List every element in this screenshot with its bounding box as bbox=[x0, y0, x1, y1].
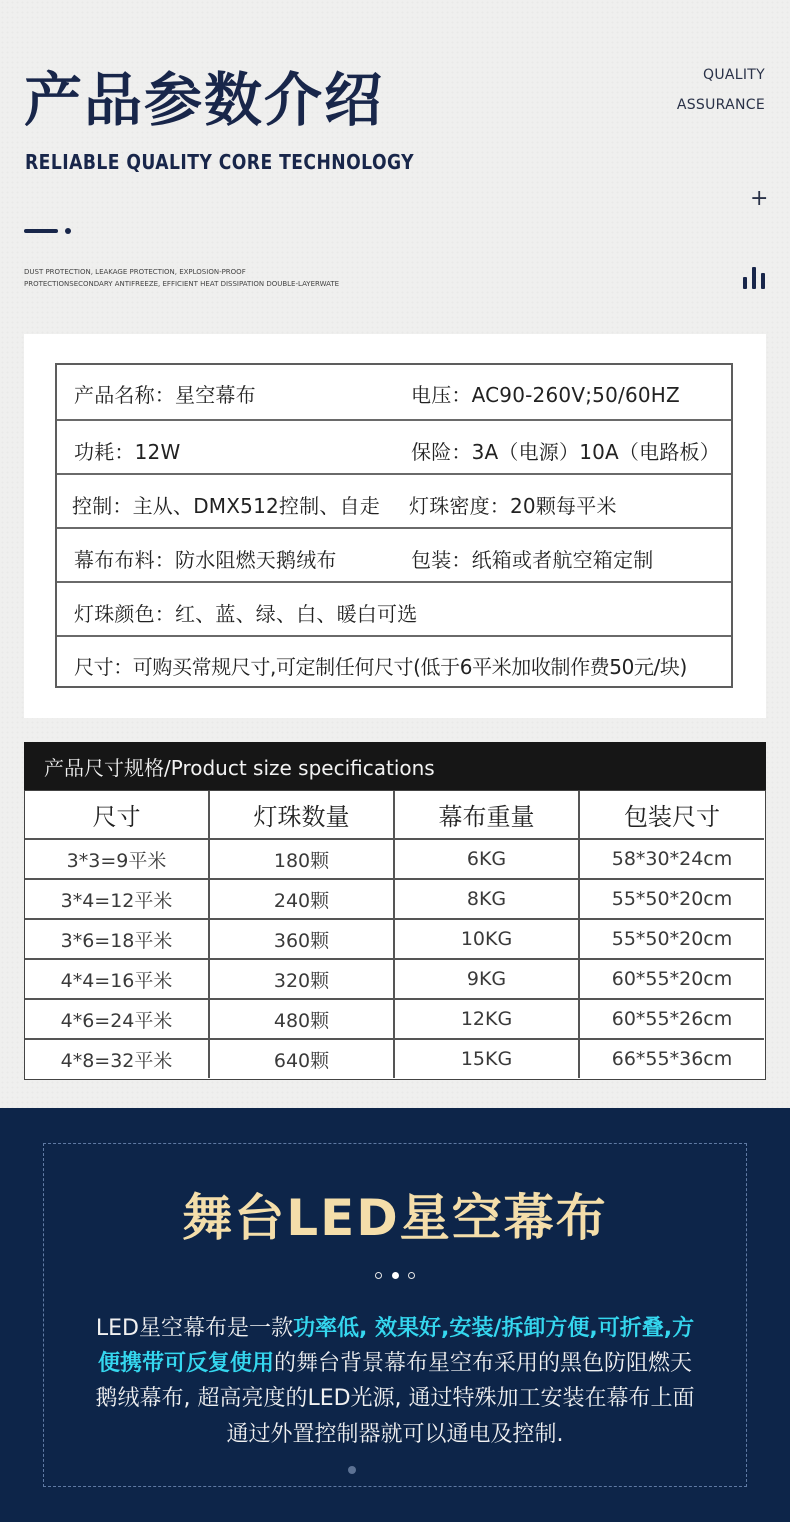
promo-highlight: 功率低, 效果好,安装/拆卸方便,可折叠,方 bbox=[292, 1316, 695, 1341]
promo-highlight: 便携带可反复使用 bbox=[97, 1351, 274, 1376]
table-cell: 9KG bbox=[466, 968, 507, 990]
table-header-cell: 幕布重量 bbox=[438, 803, 535, 831]
table-cell: 4*4=16平米 bbox=[60, 969, 173, 992]
spec-left: 灯珠颜色：红、蓝、绿、白、暖白可选 bbox=[74, 602, 418, 626]
promo-text: 的舞台背景幕布星空布采用的黑色防阻燃天 bbox=[274, 1351, 693, 1376]
size-table-header bbox=[24, 742, 766, 790]
table-cell: 12KG bbox=[460, 1008, 513, 1030]
spec-table bbox=[55, 363, 733, 688]
table-cell: 15KG bbox=[460, 1048, 513, 1070]
page-subtitle: RELIABLE QUALITY CORE TECHNOLOGY bbox=[25, 150, 415, 174]
table-cell: 66*55*36cm bbox=[611, 1048, 733, 1070]
spec-row bbox=[57, 527, 731, 581]
dot-indicator bbox=[375, 1272, 382, 1279]
assurance-label: ASSURANCE bbox=[676, 97, 765, 113]
page-title: 产品参数介绍 bbox=[24, 66, 385, 134]
spec-right: 包装：纸箱或者航空箱定制 bbox=[411, 548, 654, 572]
spec-left: 尺寸：可购买常规尺寸,可定制任何尺寸(低于6平米加收制作费50元/块) bbox=[74, 655, 687, 679]
promo-line-4: 通过外置控制器就可以通电及控制. bbox=[226, 1422, 564, 1447]
promo-text: LED星空幕布是一款 bbox=[95, 1316, 293, 1341]
size-table bbox=[24, 790, 766, 1080]
carousel-dots bbox=[375, 1270, 419, 1282]
spec-right: 灯珠密度：20颗每平米 bbox=[409, 494, 617, 518]
table-cell: 60*55*26cm bbox=[611, 1008, 733, 1030]
bottom-dot bbox=[348, 1466, 356, 1474]
promo-line-3: 鹅绒幕布, 超高亮度的LED光源, 通过特殊加工安装在幕布上面 bbox=[95, 1386, 695, 1411]
dot-indicator-active bbox=[392, 1272, 399, 1279]
size-table-title: 产品尺寸规格/Product size specifications bbox=[44, 756, 435, 780]
promo-section bbox=[0, 1108, 790, 1522]
quality-label: QUALITY bbox=[703, 67, 765, 83]
spec-left: 幕布布料：防水阻燃天鹅绒布 bbox=[74, 548, 337, 572]
accent-dash bbox=[24, 229, 58, 233]
table-header-cell: 尺寸 bbox=[92, 803, 141, 831]
table-cell: 55*50*20cm bbox=[611, 888, 733, 910]
feature-line-2: PROTECTIONSECONDARY ANTIFREEZE, EFFICIENT HEAT DISSIPATION DOUBLE-LAYERWATE bbox=[24, 280, 340, 288]
spec-row bbox=[57, 419, 731, 473]
table-cell: 10KG bbox=[460, 928, 513, 950]
promo-line-2 bbox=[0, 1346, 790, 1382]
spec-row bbox=[57, 635, 731, 686]
table-cell: 8KG bbox=[466, 888, 507, 910]
promo-title: 舞台LED星空幕布 bbox=[182, 1189, 608, 1247]
spec-row bbox=[57, 473, 731, 527]
spec-left: 产品名称：星空幕布 bbox=[74, 383, 256, 407]
table-cell: 6KG bbox=[466, 848, 507, 870]
table-cell: 3*4=12平米 bbox=[60, 889, 173, 912]
accent-dot bbox=[65, 228, 71, 234]
table-cell: 240颗 bbox=[273, 889, 330, 912]
table-cell: 58*30*24cm bbox=[611, 848, 733, 870]
spec-right: 电压：AC90-260V;50/60HZ bbox=[411, 383, 680, 407]
bar-chart-icon bbox=[741, 263, 767, 289]
plus-icon: + bbox=[750, 186, 769, 211]
table-cell: 180颗 bbox=[273, 849, 330, 872]
table-cell: 60*55*20cm bbox=[611, 968, 733, 990]
table-cell: 4*8=32平米 bbox=[60, 1049, 173, 1072]
table-cell: 3*6=18平米 bbox=[60, 929, 173, 952]
spec-left: 功耗：12W bbox=[74, 440, 181, 464]
spec-left: 控制：主从、DMX512控制、自走 bbox=[72, 494, 380, 518]
table-cell: 3*3=9平米 bbox=[66, 849, 167, 872]
dot-indicator bbox=[408, 1272, 415, 1279]
table-header-cell: 包装尺寸 bbox=[624, 803, 720, 831]
table-cell: 640颗 bbox=[273, 1049, 330, 1072]
table-cell: 320颗 bbox=[273, 969, 330, 992]
table-header-cell: 灯珠数量 bbox=[253, 803, 350, 831]
spec-row bbox=[57, 365, 731, 419]
table-cell: 480颗 bbox=[273, 1009, 330, 1032]
spec-row bbox=[57, 581, 731, 635]
table-cell: 360颗 bbox=[273, 929, 330, 952]
spec-right: 保险：3A（电源）10A（电路板） bbox=[411, 440, 720, 464]
feature-line-1: DUST PROTECTION, LEAKAGE PROTECTION, EXPLOSION-PROOF bbox=[24, 268, 246, 276]
table-cell: 55*50*20cm bbox=[611, 928, 733, 950]
table-cell: 4*6=24平米 bbox=[60, 1009, 173, 1032]
promo-line-1 bbox=[0, 1311, 790, 1347]
